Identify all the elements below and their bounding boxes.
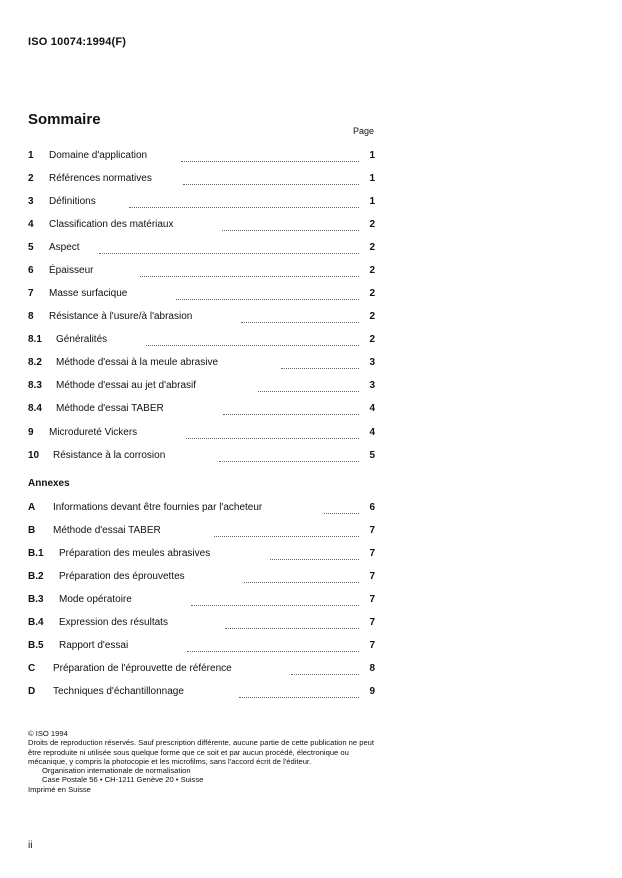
entry-label: Classification des matériaux [49, 219, 174, 230]
dot-leader [239, 686, 359, 698]
toc-entry[interactable] [28, 173, 375, 187]
entry-page: 2 [369, 219, 375, 230]
entry-label: Épaisseur [49, 265, 94, 276]
annex-entry[interactable] [28, 502, 375, 516]
entry-page: 2 [369, 288, 375, 299]
entry-number: 1 [28, 150, 34, 161]
annexes-heading: Annexes [28, 478, 70, 489]
entry-label: Méthode d'essai au jet d'abrasif [56, 380, 197, 391]
toc-entry[interactable] [28, 403, 375, 417]
entry-page: 9 [369, 686, 375, 697]
entry-number: 8 [28, 311, 34, 322]
toc-entry[interactable] [28, 219, 375, 233]
entry-label: Aspect [49, 242, 80, 253]
annex-entry[interactable] [28, 571, 375, 585]
entry-label: Références normatives [49, 173, 152, 184]
toc-entry[interactable] [28, 242, 375, 256]
annex-entry[interactable] [28, 640, 375, 654]
entry-label: Préparation des meules abrasives [59, 548, 211, 559]
entry-number: A [28, 502, 36, 513]
entry-page: 4 [369, 427, 375, 438]
entry-label: Résistance à l'usure/à l'abrasion [49, 311, 193, 322]
entry-label: Méthode d'essai à la meule abrasive [56, 357, 219, 368]
entry-number: B.5 [28, 640, 44, 651]
entry-number: 8.1 [28, 334, 42, 345]
entry-page: 1 [369, 150, 375, 161]
page-column-label: Page [353, 126, 375, 136]
entry-page: 8 [369, 663, 375, 674]
entry-label: Expression des résultats [59, 617, 168, 628]
annex-entry[interactable] [28, 525, 375, 539]
dot-leader [281, 357, 359, 369]
entry-number: D [28, 686, 36, 697]
toc-entry[interactable] [28, 450, 375, 464]
entry-number: 6 [28, 265, 34, 276]
entry-page: 5 [369, 450, 375, 461]
dot-leader [191, 594, 359, 606]
dot-leader [99, 242, 359, 254]
entry-page: 6 [369, 502, 375, 513]
entry-label: Méthode d'essai TABER [56, 403, 164, 414]
dot-leader [176, 288, 359, 300]
toc-entry[interactable] [28, 150, 375, 164]
entry-label: Résistance à la corrosion [53, 450, 166, 461]
entry-page: 3 [369, 380, 375, 391]
entry-page: 7 [369, 548, 375, 559]
document-id: ISO 10074:1994(F) [28, 36, 127, 48]
dot-leader [183, 173, 359, 185]
entry-number: 8.3 [28, 380, 42, 391]
dot-leader [146, 334, 359, 346]
entry-page: 7 [369, 594, 375, 605]
entry-label: Méthode d'essai TABER [53, 525, 161, 536]
dot-leader [187, 640, 359, 652]
entry-page: 2 [369, 265, 375, 276]
dot-leader [186, 427, 359, 439]
entry-page: 2 [369, 242, 375, 253]
dot-leader [241, 311, 359, 323]
entry-label: Mode opératoire [59, 594, 132, 605]
entry-label: Préparation de l'éprouvette de référence [53, 663, 232, 674]
rights-text: Droits de reproduction réservés. Sauf prescription différente, aucune partie de cette publication ne peut être reproduite ni utilisée sous quelque forme que ce soit et par aucun procédé, électronique ou mécanique, y compris la photocopie et les microfilms, sans l'accord écrit de l'éditeur. [28, 738, 375, 766]
entry-page: 7 [369, 525, 375, 536]
printed-in: Imprimé en Suisse [28, 784, 91, 794]
entry-page: 2 [369, 334, 375, 345]
entry-label: Domaine d'application [49, 150, 148, 161]
annex-entry[interactable] [28, 686, 375, 700]
entry-label: Informations devant être fournies par l'acheteur [53, 502, 263, 513]
entry-page: 7 [369, 617, 375, 628]
entry-page: 7 [369, 640, 375, 651]
toc-entry[interactable] [28, 357, 375, 371]
dot-leader [214, 525, 359, 537]
annex-entry[interactable] [28, 663, 375, 677]
dot-leader [244, 571, 359, 583]
dot-leader [324, 502, 359, 514]
entry-number: 4 [28, 219, 34, 230]
entry-page: 4 [369, 403, 375, 414]
annex-entry[interactable] [28, 548, 375, 562]
entry-number: 7 [28, 288, 34, 299]
entry-number: 2 [28, 173, 34, 184]
dot-leader [222, 219, 359, 231]
dot-leader [129, 196, 359, 208]
copyright-notice [28, 729, 378, 794]
entry-number: B.1 [28, 548, 44, 559]
entry-page: 1 [369, 173, 375, 184]
dot-leader [219, 450, 359, 462]
entry-number: 9 [28, 427, 34, 438]
entry-page: 7 [369, 571, 375, 582]
copyright-line: © ISO 1994 [28, 729, 68, 738]
entry-number: 8.4 [28, 403, 42, 414]
entry-number: B [28, 525, 36, 536]
entry-page: 2 [369, 311, 375, 322]
entry-number: 5 [28, 242, 34, 253]
dot-leader [258, 380, 359, 392]
entry-number: 10 [28, 450, 40, 461]
contents-title: Sommaire [28, 111, 101, 128]
toc-entry[interactable] [28, 311, 375, 325]
entry-label: Généralités [56, 334, 108, 345]
entry-number: C [28, 663, 36, 674]
toc-entry[interactable] [28, 265, 375, 279]
entry-page: 1 [369, 196, 375, 207]
entry-label: Définitions [49, 196, 96, 207]
entry-label: Techniques d'échantillonnage [53, 686, 184, 697]
entry-label: Microdureté Vickers [49, 427, 138, 438]
entry-label: Préparation des éprouvettes [59, 571, 185, 582]
dot-leader [181, 150, 359, 162]
organization-address: Case Postale 56 • CH-1211 Genève 20 • Suisse [42, 775, 204, 785]
dot-leader [223, 403, 359, 415]
entry-number: B.4 [28, 617, 44, 628]
toc-entry[interactable] [28, 196, 375, 210]
page-number: ii [28, 840, 33, 851]
entry-number: 3 [28, 196, 34, 207]
annex-entry[interactable] [28, 617, 375, 631]
toc-entry[interactable] [28, 288, 375, 302]
toc-entry[interactable] [28, 334, 375, 348]
entry-label: Masse surfacique [49, 288, 128, 299]
entry-label: Rapport d'essai [59, 640, 129, 651]
toc-entry[interactable] [28, 427, 375, 441]
organization-name: Organisation internationale de normalisation [42, 766, 191, 776]
entry-number: B.2 [28, 571, 44, 582]
entry-page: 3 [369, 357, 375, 368]
dot-leader [140, 265, 359, 277]
dot-leader [225, 617, 359, 629]
toc-entry[interactable] [28, 380, 375, 394]
dot-leader [270, 548, 359, 560]
entry-number: B.3 [28, 594, 44, 605]
dot-leader [291, 663, 359, 675]
entry-number: 8.2 [28, 357, 42, 368]
annex-entry[interactable] [28, 594, 375, 608]
